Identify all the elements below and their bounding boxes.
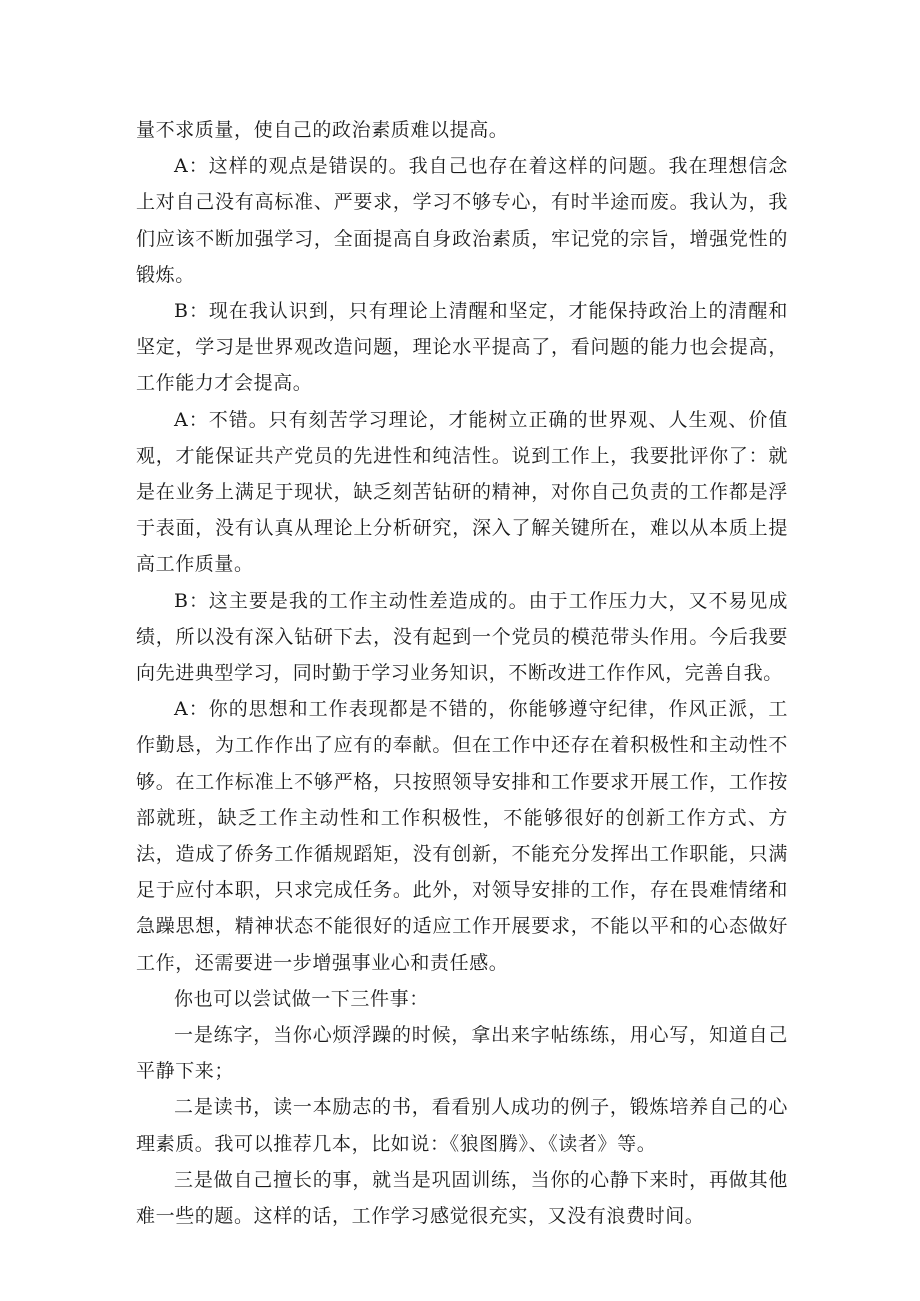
paragraph-5: B：这主要是我的工作主动性差造成的。由于工作压力大，又不易见成绩，所以没有深入钻研下去，没有起到一个党员的模范带头作用。今后我要向先进典型学习，同时勤于学习业务知识，不断改进工作作风，完善自我。 xyxy=(136,589,788,685)
paragraph-4: A：不错。只有刻苦学习理论，才能树立正确的世界观、人生观、价值观，才能保证共产党员的先进性和纯洁性。说到工作上，我要批评你了：就是在业务上满足于现状，缺乏刻苦钻研的精神，对你自己负责的工作都是浮于表面，没有认真从理论上分析研究，深入了解关键所在，难以从本质上提高工作质量。 xyxy=(136,408,788,576)
paragraph-8: 一是练字，当你心烦浮躁的时候，拿出来字帖练练，用心写，知道自己平静下来； xyxy=(136,1024,788,1083)
paragraph-3: B：现在我认识到，只有理论上清醒和坚定，才能保持政治上的清醒和坚定，学习是世界观改造问题，理论水平提高了，看问题的能力也会提高，工作能力才会提高。 xyxy=(136,300,788,395)
document-body xyxy=(136,112,788,1234)
paragraph-2: A：这样的观点是错误的。我自己也存在着这样的问题。我在理想信念上对自己没有高标准、严要求，学习不够专心，有时半途而废。我认为，我们应该不断加强学习，全面提高自身政治素质，牢记党的宗旨，增强党性的锻炼。 xyxy=(136,155,788,286)
paragraph-9: 二是读书，读一本励志的书，看看别人成功的例子，锻炼培养自己的心理素质。我可以推荐几本，比如说：《狼图腾》、《读者》等。 xyxy=(136,1096,788,1155)
paragraph-7: 你也可以尝试做一下三件事： xyxy=(174,987,429,1010)
paragraph-6: A：你的思想和工作表现都是不错的，你能够遵守纪律，作风正派，工作勤恳，为工作作出了应有的奉献。但在工作中还存在着积极性和主动性不够。在工作标准上不够严格，只按照领导安排和工作要求开展工作，工作按部就班，缺乏工作主动性和工作积极性，不能够很好的创新工作方式、方法，造成了侨务工作循规蹈矩，没有创新，不能充分发挥出工作职能，只满足于应付本职，只求完成任务。此外，对领导安排的工作，存在畏难情绪和急躁思想，精神状态不能很好的适应工作开展要求，不能以平和的心态做好工作，还需要进一步增强事业心和责任感。 xyxy=(136,698,788,974)
paragraph-10: 三是做自己擅长的事，就当是巩固训练，当你的心静下来时，再做其他难一些的题。这样的话，工作学习感觉很充实，又没有浪费时间。 xyxy=(136,1168,788,1228)
paragraph-1: 量不求质量，使自己的政治素质难以提高。 xyxy=(136,119,509,141)
